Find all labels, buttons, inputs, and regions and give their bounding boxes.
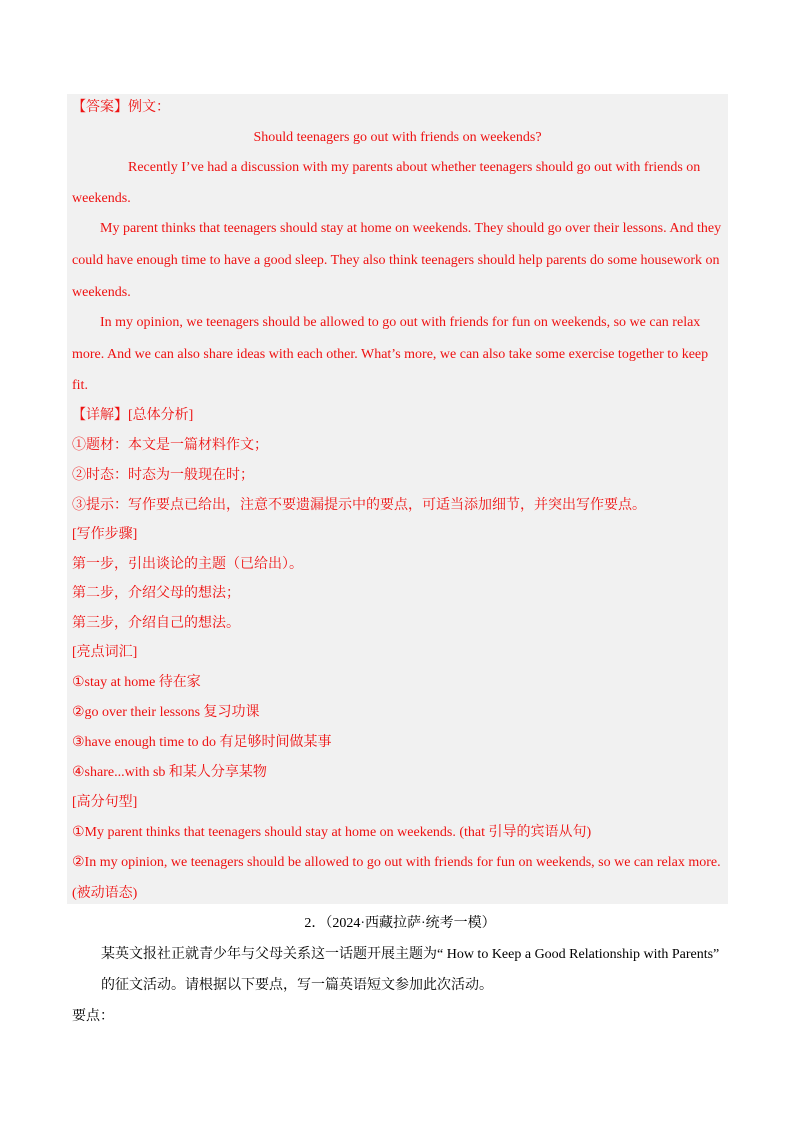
step-1: 第一步，引出谈论的主题（已给出）。 (72, 557, 303, 572)
question-2-prompt-line-2: 的征文活动。请根据以下要点，写一篇英语短文参加此次活动。 (101, 978, 493, 993)
step-2: 第二步，介绍父母的想法； (72, 586, 240, 601)
question-2-header: 2．（2024·西藏拉萨·统考一模） (304, 916, 496, 931)
essay-paragraph-2-line-2: could have enough time to have a good sleep. They also think teenagers should help parents do some housework on (72, 253, 720, 268)
essay-paragraph-2-line-3: weekends. (72, 285, 131, 300)
question-2-prompt-line-1: 某英文报社正就青少年与父母关系这一话题开展主题为“ How to Keep a Good Relationship with Parents” (101, 947, 720, 962)
sentence-item-2-line-1: ②In my opinion, we teenagers should be allowed to go out with friends for fun on weekends, so we can relax more. (72, 855, 721, 870)
essay-paragraph-3-line-1: In my opinion, we teenagers should be allowed to go out with friends for fun on weekends, so we can relax (100, 315, 701, 330)
vocab-item-3: ③have enough time to do 有足够时间做某事 (72, 735, 332, 750)
analysis-item-2: ②时态：时态为一般现在时； (72, 468, 254, 483)
step-3: 第三步，介绍自己的想法。 (72, 616, 240, 631)
answer-label: 【答案】例文： (72, 100, 170, 115)
essay-paragraph-1-line-2: weekends. (72, 191, 131, 206)
question-2-points-label: 要点： (72, 1009, 114, 1024)
sentence-item-2-line-2: (被动语态) (72, 886, 138, 901)
essay-paragraph-3-line-2: more. And we can also share ideas with each other. What’s more, we can also take some exercise together to keep (72, 347, 709, 362)
sentence-label: [高分句型] (72, 795, 138, 810)
essay-paragraph-2-line-1: My parent thinks that teenagers should stay at home on weekends. They should go over their lessons. And they (100, 221, 722, 236)
essay-title: Should teenagers go out with friends on weekends? (253, 130, 542, 145)
vocab-item-2: ②go over their lessons 复习功课 (72, 705, 260, 720)
vocab-item-1: ①stay at home 待在家 (72, 675, 201, 690)
vocab-label: [亮点词汇] (72, 645, 138, 660)
essay-paragraph-3-line-3: fit. (72, 378, 88, 393)
steps-label: [写作步骤] (72, 527, 138, 542)
essay-paragraph-1-line-1: Recently I’ve had a discussion with my parents about whether teenagers should go out with friends on (128, 160, 701, 175)
sentence-item-1: ①My parent thinks that teenagers should stay at home on weekends. (that 引导的宾语从句) (72, 825, 592, 840)
vocab-item-4: ④share...with sb 和某人分享某物 (72, 765, 267, 780)
detail-label: 【详解】[总体分析] (72, 408, 194, 423)
analysis-item-3: ③提示：写作要点已给出，注意不要遗漏提示中的要点，可适当添加细节，并突出写作要点。 (72, 498, 646, 513)
analysis-item-1: ①题材：本文是一篇材料作文； (72, 438, 268, 453)
